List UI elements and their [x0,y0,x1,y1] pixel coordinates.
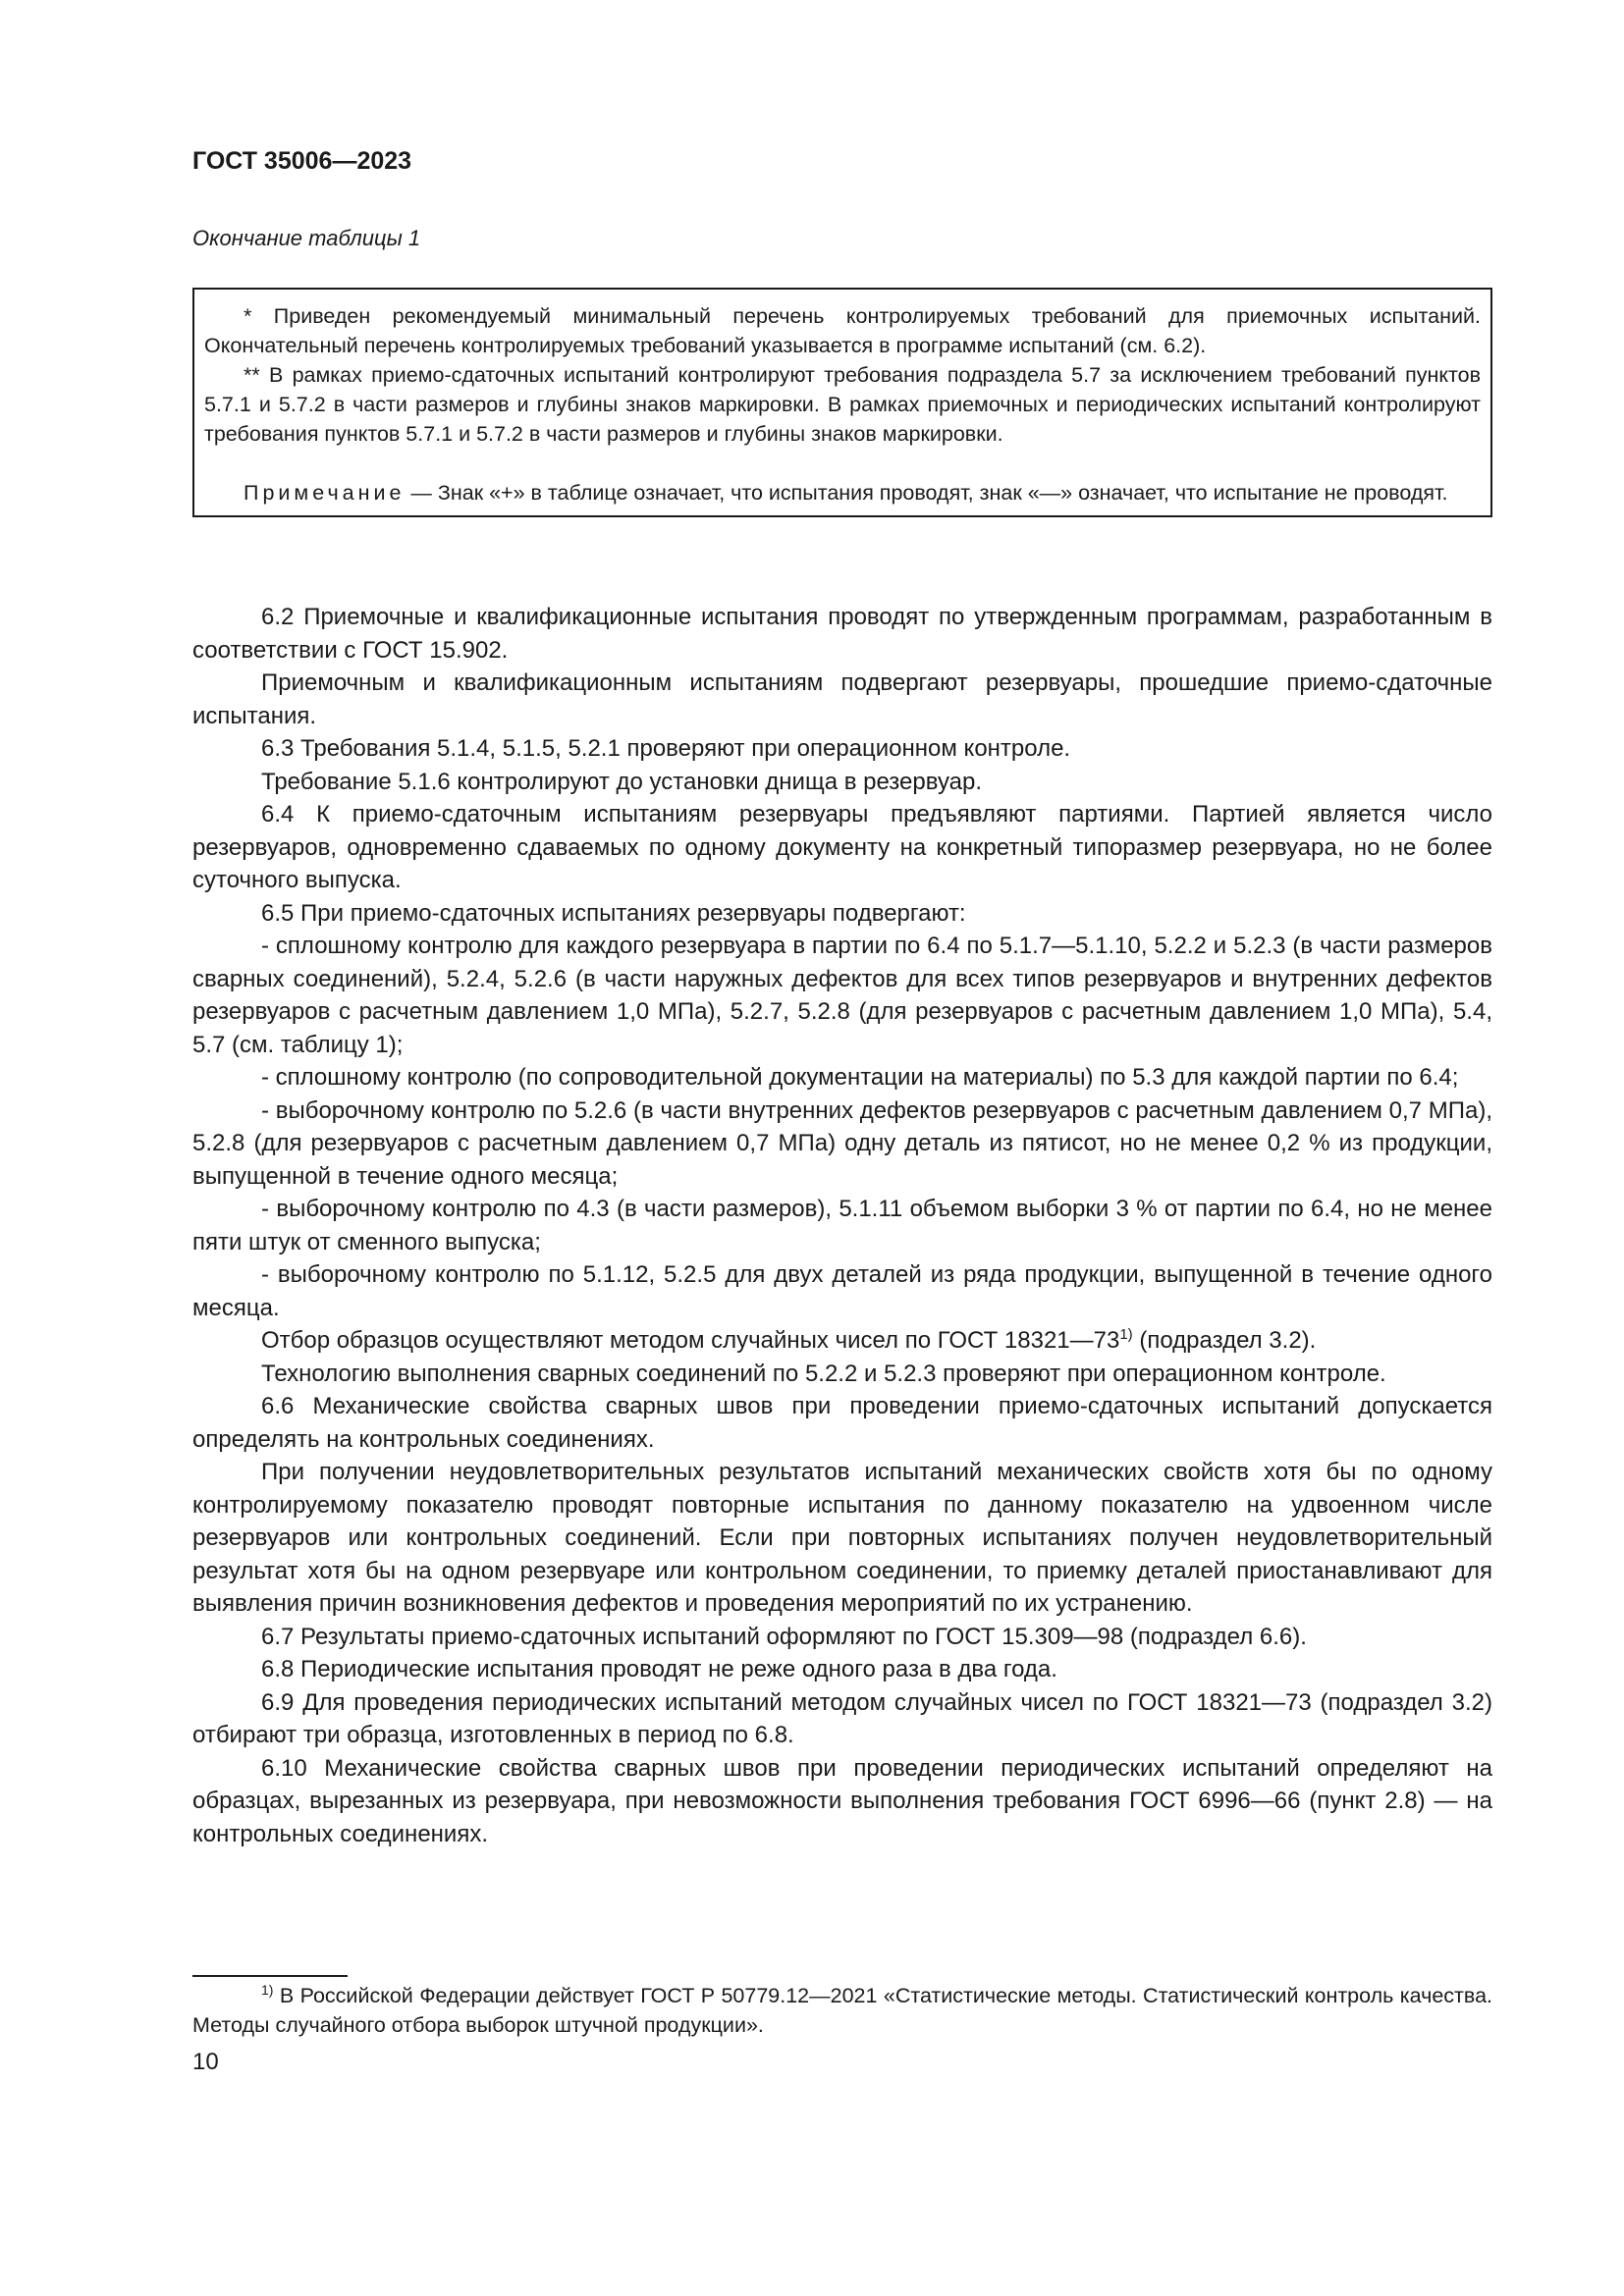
paragraph: Требование 5.1.6 контролируют до установки днища в резервуар. [261,768,983,795]
paragraph-6-7: 6.7 Результаты приемо-сдаточных испытаний оформляют по ГОСТ 15.309—98 (подраздел 6.6). [261,1623,1307,1650]
table-note-1: * Приведен рекомендуемый минимальный перечень контролируемых требований для приемочных испытаний. Окончательный перечень контролируемых требований указывается в программе испытаний (см. 6.2). [204,304,1481,357]
remark-text: — Знак «+» в таблице означает, что испытания проводят, знак «—» означает, что испытание не проводят. [405,481,1448,505]
list-item: - сплошному контролю для каждого резервуара в партии по 6.4 по 5.1.7—5.1.10, 5.2.2 и 5.2.3 (в части размеров сварных соединений), 5.2.4, 5.2.6 (в части наружных дефектов для всех типов резервуаров и внутренних дефектов резервуаров с расчетным давлением 1,0 МПа), 5.2.7, 5.2.8 (для резервуаров с расчетным давлением 1,0 МПа), 5.4, 5.7 (см. таблицу 1); [192,933,1492,1058]
paragraph-sampling [192,1324,1492,1358]
footnote [192,1981,1492,2040]
table-notes-box [192,288,1492,517]
paragraph: Приемочным и квалификационным испытаниям подвергают резервуары, прошедшие приемо-сдаточные испытания. [192,669,1492,729]
table-caption: Окончание таблицы 1 [192,226,421,250]
paragraph-6-10: 6.10 Механические свойства сварных швов при проведении периодических испытаний определяют на образцах, вырезанных из резервуара, при невозможности выполнения требования ГОСТ 6996—66 (пункт 2.8) — на контрольных соединениях. [192,1754,1492,1847]
list-item: - выборочному контролю по 5.2.6 (в части внутренних дефектов резервуаров с расчетным давлением 0,7 МПа), 5.2.8 (для резервуаров с расчетным давлением 0,7 МПа) одну деталь из пятисот, но не менее 0,2 % из продукции, выпущенной в течение одного месяца; [192,1096,1492,1190]
remark-label: Примечание [244,481,406,505]
table-note-2: ** В рамках приемо-сдаточных испытаний контролируют требования подраздела 5.7 за исключением требований пунктов 5.7.1 и 5.7.2 в части размеров и глубины знаков маркировки. В рамках приемочных и периодических испытаний контролируют требования пунктов 5.7.1 и 5.7.2 в части размеров и глубины знаков маркировки. [204,363,1481,446]
paragraph-6-2: 6.2 Приемочные и квалификационные испытания проводят по утвержденным программам, разработанным в соответствии с ГОСТ 15.902. [192,604,1492,664]
footnote-divider [192,1975,348,1977]
paragraph-6-3: 6.3 Требования 5.1.4, 5.1.5, 5.2.1 проверяют при операционном контроле. [261,735,1071,762]
paragraph: При получении неудовлетворительных результатов испытаний механических свойств хотя бы по одному контролируемому показателю проводят повторные испытания по данному показателю на удвоенном числе резервуаров или контрольных соединений. Если при повторных испытаниях получен неудовлетворительный результат хотя бы на одном резервуаре или контрольном соединении, то приемку деталей приостанавливают для выявления причин возникновения дефектов и проведения мероприятий по их устранению. [192,1459,1492,1617]
list-item: - выборочному контролю по 4.3 (в части размеров), 5.1.11 объемом выборки 3 % от партии по 6.4, но не менее пяти штук от сменного выпуска; [192,1196,1492,1255]
paragraph-6-8: 6.8 Периодические испытания проводят не реже одного раза в два года. [261,1656,1057,1682]
paragraph: Технологию выполнения сварных соединений по 5.2.2 и 5.2.3 проверяют при операционном контроле. [261,1360,1386,1387]
table-remark [204,478,1481,507]
document-header: ГОСТ 35006—2023 [192,147,412,175]
page-number: 10 [192,2049,219,2075]
paragraph-6-6: 6.6 Механические свойства сварных швов при проведении приемо-сдаточных испытаний допускается определять на контрольных соединениях. [192,1393,1492,1453]
sampling-text: Отбор образцов осуществляют методом случайных чисел по ГОСТ 18321—73 [261,1327,1120,1354]
list-item: - сплошному контролю (по сопроводительной документации на материалы) по 5.3 для каждой партии по 6.4; [261,1064,1459,1091]
main-text [192,601,1492,1850]
footnote-text: В Российской Федерации действует ГОСТ Р 50779.12—2021 «Статистические методы. Статистический контроль качества. Методы случайного отбора выборок штучной продукции». [192,1984,1492,2037]
paragraph-6-5: 6.5 При приемо-сдаточных испытаниях резервуары подвергают: [261,899,966,927]
footnote-marker: 1) [261,1981,274,1998]
list-item: - выборочному контролю по 5.1.12, 5.2.5 для двух деталей из ряда продукции, выпущенной в течение одного месяца. [192,1261,1492,1321]
sampling-text-end: (подраздел 3.2). [1132,1327,1317,1354]
footnote-ref[interactable]: 1) [1119,1326,1133,1343]
paragraph-6-9: 6.9 Для проведения периодических испытаний методом случайных чисел по ГОСТ 18321—73 (подраздел 3.2) отбирают три образца, изготовленных в период по 6.8. [192,1688,1492,1748]
paragraph-6-4: 6.4 К приемо-сдаточным испытаниям резервуары предъявляют партиями. Партией является число резервуаров, одновременно сдаваемых по одному документу на конкретный типоразмер резервуара, но не более суточного выпуска. [192,801,1492,893]
